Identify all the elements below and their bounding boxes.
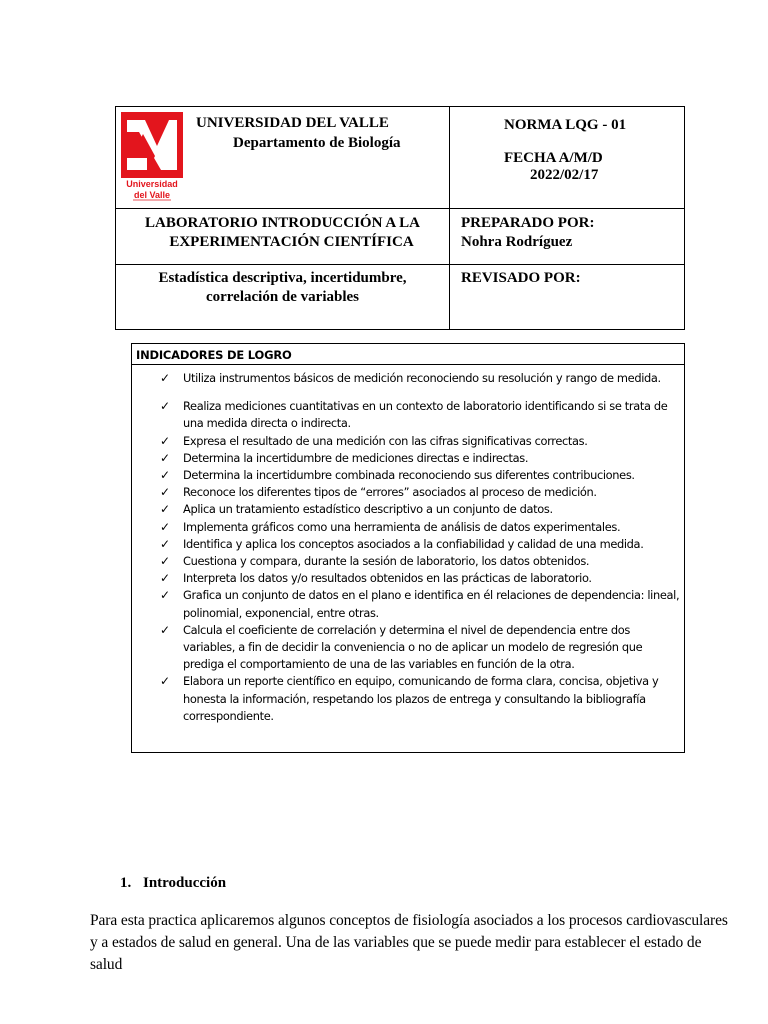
list-item: ✓ Grafica un conjunto de datos en el plano e identifica en él relaciones de dependencia: lineal, polinomial, exponencial, entre otras. — [160, 588, 680, 620]
lab-title-line2: EXPERIMENTACIÓN CIENTÍFICA — [169, 234, 414, 250]
list-item: ✓ Calcula el coeficiente de correlación y determina el nivel de dependencia entre dos variables, a fin de decidir la conveniencia o no de aplicar un modelo de regresión que prediga el comportamiento de una de las variables en función de la otra. — [160, 622, 643, 672]
list-item: ✓ Determina la incertidumbre de mediciones directas e indirectas. — [132, 450, 684, 467]
section-number: 1. — [120, 875, 132, 891]
check-icon: ✓ — [160, 450, 170, 465]
prepared-label: PREPARADO POR: — [461, 215, 595, 231]
check-icon: ✓ — [160, 468, 170, 483]
reviewed-label: REVISADO POR: — [461, 270, 581, 286]
university-cell — [116, 107, 450, 209]
lab-title-line1: LABORATORIO INTRODUCCIÓN A LA — [145, 215, 420, 231]
check-icon: ✓ — [160, 588, 170, 603]
list-item: ✓ Implementa gráficos como una herramienta de análisis de datos experimentales. — [132, 519, 684, 536]
list-item: ✓ Expresa el resultado de una medición con las cifras significativas correctas. — [132, 433, 684, 450]
prepared-name: Nohra Rodríguez — [461, 234, 573, 250]
topic-line1: Estadística descriptiva, incertidumbre, — [158, 270, 407, 286]
indicators-title: INDICADORES DE LOGRO — [132, 344, 684, 365]
check-icon: ✓ — [160, 554, 170, 569]
lab-title-cell — [116, 209, 450, 265]
check-icon: ✓ — [160, 674, 170, 689]
university-logo — [121, 112, 183, 204]
check-icon: ✓ — [160, 622, 170, 637]
check-icon: ✓ — [160, 519, 170, 534]
header-table — [115, 106, 685, 330]
list-item: ✓ Determina la incertidumbre combinada reconociendo sus diferentes contribuciones. — [132, 467, 684, 484]
check-icon: ✓ — [160, 399, 170, 414]
check-icon: ✓ — [160, 433, 170, 448]
department-name: Departamento de Biología — [233, 135, 401, 151]
indicators-list — [132, 365, 684, 725]
check-icon: ✓ — [160, 571, 170, 586]
topic-line2: correlación de variables — [205, 289, 360, 305]
list-item: ✓ Reconoce los diferentes tipos de “errores” asociados al proceso de medición. — [132, 484, 684, 501]
prepared-cell — [450, 209, 685, 265]
list-item: ✓ Utiliza instrumentos básicos de medición reconociendo su resolución y rango de medida. — [132, 370, 684, 387]
introduction-heading — [120, 875, 226, 892]
list-item: ✓ Realiza mediciones cuantitativas en un contexto de laboratorio identificando si se trata de una medida directa o indirecta. — [160, 399, 668, 431]
university-name: UNIVERSIDAD DEL VALLE — [196, 115, 389, 131]
check-icon: ✓ — [160, 485, 170, 500]
introduction-paragraph: Para esta practica aplicaremos algunos conceptos de fisiología asociados a los procesos cardiovasculares y a estados de salud en general. Una de las variables que se puede medir para establecer el estado de salud — [90, 912, 728, 973]
date-value: 2022/02/17 — [530, 167, 599, 183]
section-title: Introducción — [143, 875, 227, 891]
check-icon: ✓ — [160, 371, 170, 385]
norma-code: NORMA LQG - 01 — [504, 117, 627, 133]
list-item: ✓ Elabora un reporte científico en equipo, comunicando de forma clara, concisa, objetiva y honesta la información, respetando los plazos de entrega y consultando la bibliografía correspondiente. — [160, 674, 659, 723]
list-item: ✓ Cuestiona y compara, durante la sesión de laboratorio, los datos obtenidos. — [132, 553, 684, 570]
indicators-box — [131, 343, 685, 753]
list-item: ✓ Interpreta los datos y/o resultados obtenidos en las prácticas de laboratorio. — [132, 570, 684, 587]
logo-text-line1: Universidad — [126, 179, 178, 189]
topic-cell — [116, 265, 450, 330]
norma-cell — [450, 107, 685, 209]
list-item: ✓ Aplica un tratamiento estadístico descriptivo a un conjunto de datos. — [132, 501, 684, 518]
reviewed-cell — [450, 265, 685, 330]
check-icon: ✓ — [160, 536, 170, 551]
date-label: FECHA A/M/D — [504, 150, 603, 166]
list-item: ✓ Identifica y aplica los conceptos asociados a la confiabilidad y calidad de una medida. — [132, 536, 684, 553]
check-icon: ✓ — [160, 502, 170, 517]
logo-text-line2: del Valle — [133, 190, 171, 200]
